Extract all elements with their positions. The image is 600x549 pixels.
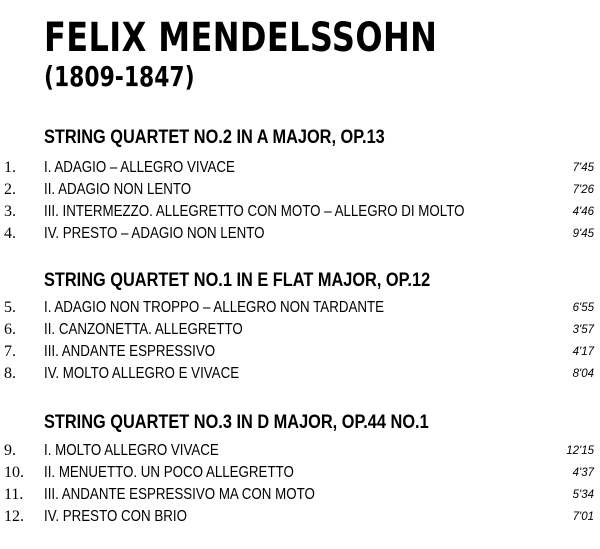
work-title: STRING QUARTET NO.3 IN D MAJOR, OP.44 NO.1 (44, 412, 429, 433)
track-row (0, 462, 600, 484)
track-row (0, 341, 600, 363)
track-duration: 5'34 (572, 489, 594, 501)
track-number: 3. (4, 203, 16, 220)
track-duration: 12'15 (566, 445, 594, 457)
track-number: 2. (4, 181, 16, 198)
track-number: 5. (4, 299, 16, 316)
track-title: IV. PRESTO – ADAGIO NON LENTO (44, 225, 265, 242)
track-number: 4. (4, 225, 16, 242)
track-title: III. ANDANTE ESPRESSIVO (44, 343, 216, 360)
track-duration: 3'57 (572, 324, 594, 336)
track-duration: 7'45 (572, 162, 594, 174)
track-number: 12. (4, 508, 24, 525)
track-duration: 8'04 (572, 368, 594, 380)
track-title: II. ADAGIO NON LENTO (44, 181, 192, 198)
composer-dates: (1809-1847) (44, 60, 195, 93)
track-duration: 7'01 (572, 511, 594, 523)
track-title: I. ADAGIO – ALLEGRO VIVACE (44, 159, 235, 176)
track-title: IV. MOLTO ALLEGRO E VIVACE (44, 365, 240, 382)
track-duration: 4'17 (572, 346, 594, 358)
track-title: IV. PRESTO CON BRIO (44, 508, 187, 525)
track-row (0, 484, 600, 506)
track-number: 1. (4, 159, 16, 176)
track-row (0, 157, 600, 179)
work-title: STRING QUARTET NO.2 IN A MAJOR, OP.13 (44, 127, 385, 148)
track-duration: 9'45 (572, 228, 594, 240)
track-row (0, 201, 600, 223)
track-row (0, 223, 600, 245)
track-title: I. MOLTO ALLEGRO VIVACE (44, 442, 219, 459)
track-title: I. ADAGIO NON TROPPO – ALLEGRO NON TARDANTE (44, 299, 384, 316)
track-number: 7. (4, 343, 16, 360)
track-title: III. INTERMEZZO. ALLEGRETTO CON MOTO – ALLEGRO DI MOLTO (44, 203, 465, 220)
composer-name: FELIX MENDELSSOHN (44, 15, 438, 61)
track-row (0, 297, 600, 319)
track-duration: 4'46 (572, 206, 594, 218)
work-title: STRING QUARTET NO.1 IN E FLAT MAJOR, OP.12 (44, 270, 431, 291)
track-row (0, 319, 600, 341)
track-title: III. ANDANTE ESPRESSIVO MA CON MOTO (44, 486, 315, 503)
track-duration: 6'55 (572, 302, 594, 314)
track-row (0, 363, 600, 385)
track-duration: 4'37 (572, 467, 594, 479)
track-number: 8. (4, 365, 16, 382)
track-row (0, 179, 600, 201)
track-number: 10. (4, 464, 24, 481)
track-title: II. MENUETTO. UN POCO ALLEGRETTO (44, 464, 294, 481)
track-number: 6. (4, 321, 16, 338)
track-duration: 7'26 (572, 184, 594, 196)
track-number: 11. (4, 486, 24, 503)
track-row (0, 440, 600, 462)
track-row (0, 506, 600, 528)
track-number: 9. (4, 442, 16, 459)
track-title: II. CANZONETTA. ALLEGRETTO (44, 321, 243, 338)
